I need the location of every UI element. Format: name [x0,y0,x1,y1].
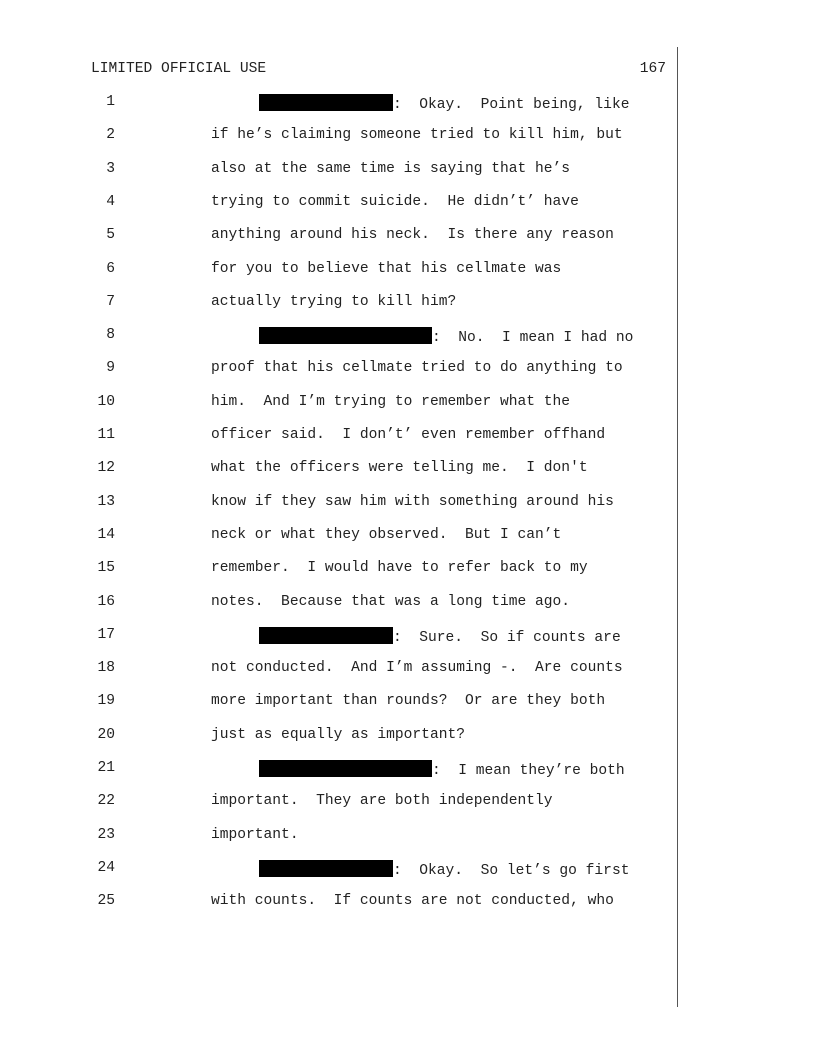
line-text [211,194,579,210]
line-number: 24 [97,860,115,876]
line-text [211,427,605,443]
line-content: anything around his neck. Is there any reason [211,227,614,243]
line-content: important. They are both independently [211,793,553,809]
transcript-line [0,460,680,484]
redacted-speaker-name [259,860,393,877]
speaker-line [259,94,629,113]
speaker-line [259,760,625,779]
line-content: for you to believe that his cellmate was [211,261,562,277]
line-content: also at the same time is saying that he’s [211,161,571,177]
transcript-line [0,194,680,218]
line-number: 25 [97,893,115,909]
line-text [211,161,570,177]
transcript-line [0,227,680,251]
classification-header: LIMITED OFFICIAL USE [91,61,267,77]
line-content: not conducted. And I’m assuming -. Are counts [211,660,623,676]
transcript-line [0,360,680,384]
line-text [211,127,623,143]
transcript-line [0,161,680,185]
speaker-line [259,327,633,346]
line-number: 5 [106,227,115,243]
line-content: : No. I mean I had no [432,330,634,346]
line-number: 7 [106,294,115,310]
line-content: notes. Because that was a long time ago. [211,594,571,610]
line-content: just as equally as important? [211,727,465,743]
line-number: 13 [97,494,115,510]
line-number: 21 [97,760,115,776]
transcript-line [0,760,680,784]
line-text [211,560,588,576]
line-content: actually trying to kill him? [211,294,457,310]
transcript-line [0,294,680,318]
line-content: if he’s claiming someone tried to kill him, but [211,127,623,143]
line-text [211,727,465,743]
line-number: 6 [106,261,115,277]
transcript-line [0,827,680,851]
line-text [211,827,299,843]
line-number: 3 [106,161,115,177]
transcript-line [0,261,680,285]
line-number: 10 [97,394,115,410]
line-text [211,294,456,310]
transcript-line [0,127,680,151]
line-number: 22 [97,793,115,809]
redacted-speaker-name [259,327,432,344]
line-number: 8 [106,327,115,343]
line-number: 12 [97,460,115,476]
line-text [211,527,561,543]
line-number: 11 [97,427,115,443]
line-content: him. And I’m trying to remember what the [211,394,571,410]
line-content: more important than rounds? Or are they both [211,693,606,709]
transcript-line [0,627,680,651]
line-text [211,594,570,610]
line-content: important. [211,827,299,843]
redacted-speaker-name [259,94,393,111]
line-content: : I mean they’re both [432,763,625,779]
line-content: know if they saw him with something around his [211,494,614,510]
line-text [211,893,614,909]
line-content: neck or what they observed. But I can’t [211,527,562,543]
page-number: 167 [639,61,666,77]
line-content: proof that his cellmate tried to do anything to [211,360,623,376]
line-text [211,660,623,676]
line-number: 20 [97,727,115,743]
transcript-line [0,427,680,451]
line-text [211,693,605,709]
line-number: 19 [97,693,115,709]
speaker-line [259,860,629,879]
line-number: 17 [97,627,115,643]
line-text [211,494,614,510]
line-text [211,394,570,410]
line-content: trying to commit suicide. He didn’t’ have [211,194,579,210]
transcript-line [0,394,680,418]
transcript-line [0,793,680,817]
transcript-line [0,527,680,551]
line-number: 4 [106,194,115,210]
line-content: with counts. If counts are not conducted, who [211,893,614,909]
transcript-line [0,327,680,351]
line-number: 14 [97,527,115,543]
transcript-line [0,727,680,751]
transcript-line [0,494,680,518]
line-number: 1 [106,94,115,110]
line-content: : Okay. Point being, like [393,97,630,113]
line-content: : Okay. So let’s go first [393,863,630,879]
line-number: 23 [97,827,115,843]
transcript-line [0,693,680,717]
speaker-line [259,627,621,646]
transcript-line [0,94,680,118]
line-text [211,360,623,376]
line-content: what the officers were telling me. I don't [211,460,588,476]
transcript-line [0,594,680,618]
transcript-line [0,893,680,917]
line-content: officer said. I don’t’ even remember offhand [211,427,606,443]
transcript-line [0,660,680,684]
line-number: 16 [97,594,115,610]
transcript-line [0,560,680,584]
line-text [211,227,614,243]
line-text [211,460,588,476]
redacted-speaker-name [259,760,432,777]
line-content: remember. I would have to refer back to my [211,560,588,576]
line-text [211,793,553,809]
line-text [211,261,561,277]
line-number: 2 [106,127,115,143]
line-number: 15 [97,560,115,576]
line-number: 9 [106,360,115,376]
redacted-speaker-name [259,627,393,644]
transcript-line [0,860,680,884]
line-content: : Sure. So if counts are [393,630,621,646]
line-number: 18 [97,660,115,676]
